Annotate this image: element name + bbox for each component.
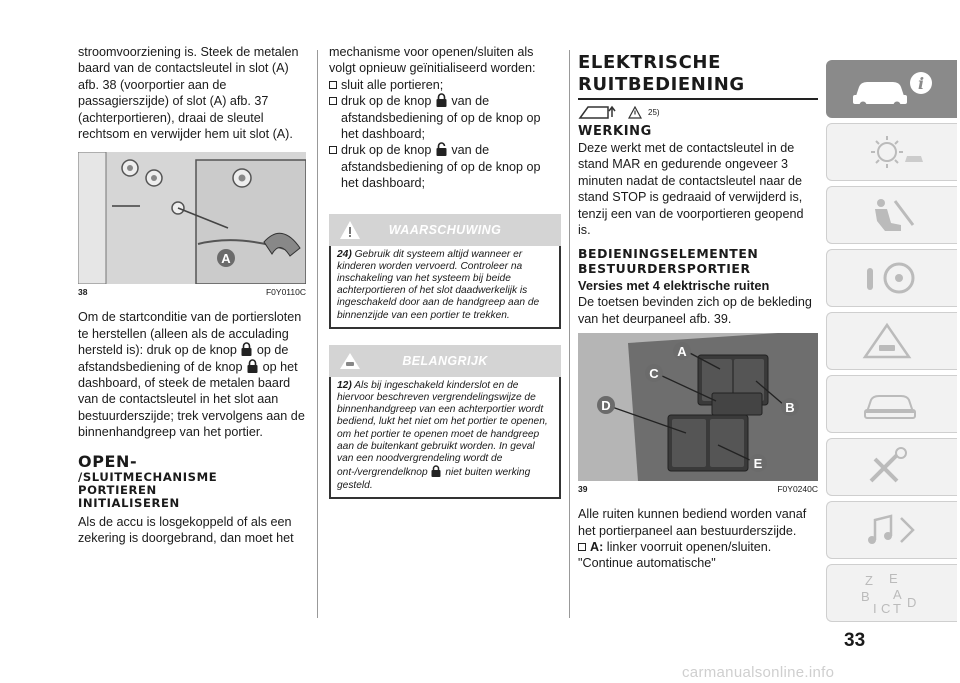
tab-warning-lights[interactable] bbox=[826, 123, 957, 181]
bullet-item bbox=[329, 77, 561, 93]
heading-line: INITIALISEREN bbox=[78, 495, 180, 510]
svg-text:C: C bbox=[649, 366, 659, 382]
window-switch-panel-illustration bbox=[578, 333, 818, 481]
note-number: 12) bbox=[337, 379, 352, 391]
figure-39-image bbox=[578, 333, 818, 481]
figure-caption bbox=[78, 287, 306, 297]
chapter-tabs bbox=[826, 60, 957, 627]
important-box bbox=[329, 345, 561, 499]
bullet-text bbox=[341, 93, 561, 142]
text: op het dashboard, of steek de metalen baard van de contactsleutel in het slot aan bestuurderszijde; trek vervolgens aan de binnenhandgreep van het portier. bbox=[78, 359, 305, 440]
svg-text:i: i bbox=[917, 74, 924, 93]
subheading: Versies met 4 elektrische ruiten bbox=[578, 278, 770, 294]
figure-caption bbox=[578, 484, 818, 494]
text: op de afstandsbediening of de knop bbox=[78, 343, 289, 374]
car-info-icon bbox=[847, 69, 937, 109]
door-lock-illustration bbox=[78, 152, 306, 284]
svg-text:E: E bbox=[753, 456, 763, 472]
text: linker voorruit openen/sluiten. bbox=[606, 540, 772, 555]
service-car-icon bbox=[857, 384, 927, 424]
bullet-text bbox=[590, 539, 771, 555]
tab-service-car[interactable] bbox=[826, 375, 957, 433]
label-b bbox=[781, 398, 799, 416]
bullet-item bbox=[329, 142, 561, 191]
bullet-square-icon bbox=[578, 543, 586, 551]
paragraph: Deze werkt met de contactsleutel in de stand MAR en gedurende ongeveer 3 minuten nadat de contactsleutel naar de stand STOP is gedraaid of verwijderd is, tenzij een van de voorportieren geopend is. bbox=[578, 141, 804, 238]
title-rule bbox=[578, 98, 818, 100]
section-heading: WERKING bbox=[578, 124, 652, 139]
label-c bbox=[645, 364, 663, 382]
bullet-item bbox=[578, 539, 818, 555]
label-a bbox=[673, 342, 691, 360]
steering-key-icon bbox=[857, 258, 927, 298]
note-text: Gebruik dit systeem altijd wanneer er kinderen worden vervoerd. Controleer na inschakeling van het systeem bij beide achterportieren of het slot daadwerkelijk is ingeschakeld door aan de handgreep aan de binnenzijde van een portier te trekken. bbox=[337, 248, 540, 321]
text: Om de startconditie van de portiersloten te herstellen (alleen als de acculading hersteld is): druk op de knop bbox=[78, 310, 302, 358]
label-a: A bbox=[221, 251, 231, 267]
figure-39 bbox=[578, 333, 818, 494]
bullet-square-icon bbox=[329, 146, 337, 154]
figure-number: 38 bbox=[78, 287, 88, 298]
chapter-title bbox=[578, 52, 818, 100]
seat-airbag-icon bbox=[857, 195, 927, 235]
road-warning-icon bbox=[857, 321, 927, 361]
tab-music-nav[interactable] bbox=[826, 501, 957, 559]
column-separator bbox=[317, 50, 318, 618]
warning-triangle-icon bbox=[628, 106, 642, 119]
tab-road-warning[interactable] bbox=[826, 312, 957, 370]
text: druk op de knop bbox=[341, 143, 432, 158]
section-heading bbox=[78, 453, 306, 510]
page-number: 33 bbox=[844, 630, 866, 651]
warning-lights-icon bbox=[857, 132, 927, 172]
figure-code: F0Y0240C bbox=[777, 484, 818, 495]
heading-line: OPEN- bbox=[78, 451, 138, 471]
text: van de afstandsbediening of op de knop op het dashboard; bbox=[341, 143, 541, 191]
watermark: carmanualsonline.info bbox=[682, 664, 835, 681]
text: van de afstandsbediening of op de knop op het dashboard; bbox=[341, 94, 541, 142]
tab-seat-airbag[interactable] bbox=[826, 186, 957, 244]
tab-tools[interactable] bbox=[826, 438, 957, 496]
column-2 bbox=[329, 44, 561, 499]
paragraph: stroomvoorziening is. Steek de metalen baard van de contactsleutel in slot (A) afb. 38 (voorportier aan de passagierszijde) of slot (A) afb. 37 (achterportieren), draai de sleutel rechtsom en verwijder hem uit slot (A). bbox=[78, 45, 299, 142]
bullet-text bbox=[341, 142, 561, 191]
index-icon bbox=[857, 571, 927, 615]
paragraph: "Continue automatische" bbox=[578, 556, 716, 571]
column-3 bbox=[578, 44, 818, 572]
bullet-label: A: bbox=[590, 540, 604, 555]
lock-icon bbox=[246, 359, 259, 374]
important-text bbox=[329, 377, 561, 499]
important-header bbox=[329, 345, 561, 377]
figure-number: 39 bbox=[578, 484, 588, 495]
music-nav-icon bbox=[857, 510, 927, 550]
note-text: Als bij ingeschakeld kinderslot en de hiervoor beschreven vergrendelingswijze de binnenhandgreep van een achterportier wordt bediend, lukt het niet om het portier te openen, om het portier te openen moet de handgreep aan de buitenkant gebruikt worden. In geval van een noodvergrendeling wordt de ont-/vergrendelknop bbox=[337, 379, 548, 479]
figure-code: F0Y0110C bbox=[265, 287, 306, 298]
symbol-row bbox=[578, 104, 818, 120]
note-text: niet buiten werking gesteld. bbox=[337, 467, 531, 491]
paragraph: De toetsen bevinden zich op de bekleding van het deurpaneel afb. 39. bbox=[578, 295, 812, 326]
bullet-item bbox=[329, 93, 561, 142]
heading-line: /SLUITMECHANISME bbox=[78, 469, 218, 484]
bullet-square-icon bbox=[329, 81, 337, 89]
svg-text:ZEBAICTD: Z E B A I C T D bbox=[861, 571, 917, 615]
text: druk op de knop bbox=[341, 94, 432, 109]
title-line: RUITBEDIENING bbox=[578, 74, 745, 95]
lock-icon bbox=[435, 93, 448, 108]
bullet-text: sluit alle portieren; bbox=[341, 77, 444, 92]
warning-box bbox=[329, 214, 561, 329]
lock-icon bbox=[240, 342, 253, 357]
figure-38 bbox=[78, 152, 306, 297]
figure-38-image bbox=[78, 152, 306, 284]
paragraph bbox=[78, 309, 306, 440]
paragraph: Als de accu is losgekoppeld of als een zekering is doorgebrand, dan moet het bbox=[78, 514, 294, 546]
paragraph: mechanisme voor openen/sluiten als volgt opnieuw geïnitialiseerd worden: bbox=[329, 45, 536, 76]
paragraph: Alle ruiten kunnen bediend worden vanaf het portierpaneel aan bestuurderszijde. bbox=[578, 507, 807, 538]
bullet-square-icon bbox=[329, 97, 337, 105]
label-d bbox=[597, 396, 615, 414]
title-line: ELEKTRISCHE bbox=[578, 52, 721, 73]
important-title: BELANGRIJK bbox=[402, 353, 488, 368]
tab-index[interactable] bbox=[826, 564, 957, 622]
svg-text:A: A bbox=[677, 344, 687, 360]
warning-title: WAARSCHUWING bbox=[388, 222, 502, 237]
heading-line: BESTUURDERSPORTIER bbox=[578, 261, 751, 277]
svg-text:B: B bbox=[785, 400, 795, 416]
tab-steering-key[interactable] bbox=[826, 249, 957, 307]
heading-line: PORTIEREN bbox=[78, 482, 157, 497]
note-number: 24) bbox=[337, 248, 352, 260]
section-heading bbox=[578, 246, 818, 276]
tools-icon bbox=[857, 447, 927, 487]
unlock-icon bbox=[435, 142, 448, 157]
label-e bbox=[749, 454, 767, 472]
warning-text bbox=[329, 246, 561, 329]
warning-header bbox=[329, 214, 561, 246]
note-reference: 25) bbox=[648, 107, 660, 117]
column-separator bbox=[569, 50, 570, 618]
tab-car-info[interactable] bbox=[826, 60, 957, 118]
svg-text:D: D bbox=[601, 398, 611, 414]
heading-line: BEDIENINGSELEMENTEN bbox=[578, 246, 759, 262]
power-window-icon bbox=[578, 104, 622, 120]
column-1 bbox=[78, 44, 306, 547]
lock-icon bbox=[430, 465, 442, 478]
